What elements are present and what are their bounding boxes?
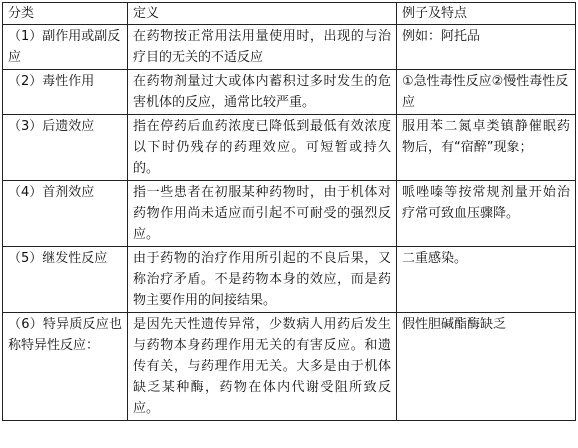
cell-category: （1）副作用或副反应 — [3, 25, 128, 70]
table-row — [3, 115, 576, 181]
table-row — [3, 25, 576, 70]
header-definition: 定义 — [128, 3, 397, 25]
cell-category: （6）特异质反应也称特异性反应： — [3, 313, 128, 421]
cell-definition: 在药物剂量过大或体内蓄积过多时发生的危害机体的反应，通常比较严重。 — [128, 70, 397, 115]
header-category: 分类 — [3, 3, 128, 25]
cell-example: 二重感染。 — [397, 247, 576, 313]
cell-example: 哌唑嗪等按常规剂量开始治疗常可致血压骤降。 — [397, 181, 576, 247]
cell-category: （5）继发性反应 — [3, 247, 128, 313]
cell-example: 服用苯二氮卓类镇静催眠药物后，有“宿醉”现象； — [397, 115, 576, 181]
adverse-reaction-table-container — [2, 2, 575, 421]
cell-category: （2）毒性作用 — [3, 70, 128, 115]
cell-category: （4）首剂效应 — [3, 181, 128, 247]
adverse-reaction-table — [2, 2, 576, 421]
cell-example: ①急性毒性反应②慢性毒性反应 — [397, 70, 576, 115]
table-row — [3, 70, 576, 115]
cell-definition: 在药物按正常用法用量使用时，出现的与治疗目的无关的不适反应 — [128, 25, 397, 70]
cell-category: （3）后遗效应 — [3, 115, 128, 181]
cell-definition: 指在停药后血药浓度已降低到最低有效浓度以下时仍残存的药理效应。可短暂或持久的。 — [128, 115, 397, 181]
table-row — [3, 247, 576, 313]
table-row — [3, 181, 576, 247]
cell-definition: 由于药物的治疗作用所引起的不良后果，又称治疗矛盾。不是药物本身的效应，而是药物主要作用的间接结果。 — [128, 247, 397, 313]
table-header-row — [3, 3, 576, 25]
header-example: 例子及特点 — [397, 3, 576, 25]
cell-definition: 指一些患者在初服某种药物时，由于机体对药物作用尚未适应而引起不可耐受的强烈反应。 — [128, 181, 397, 247]
cell-example: 例如：阿托品 — [397, 25, 576, 70]
cell-example: 假性胆碱酯酶缺乏 — [397, 313, 576, 421]
cell-definition: 是因先天性遗传异常，少数病人用药后发生与药物本身药理作用无关的有害反应。和遗传有关，与药理作用无关。大多是由于机体缺乏某种酶，药物在体内代谢受阻所致反应。 — [128, 313, 397, 421]
table-row — [3, 313, 576, 421]
